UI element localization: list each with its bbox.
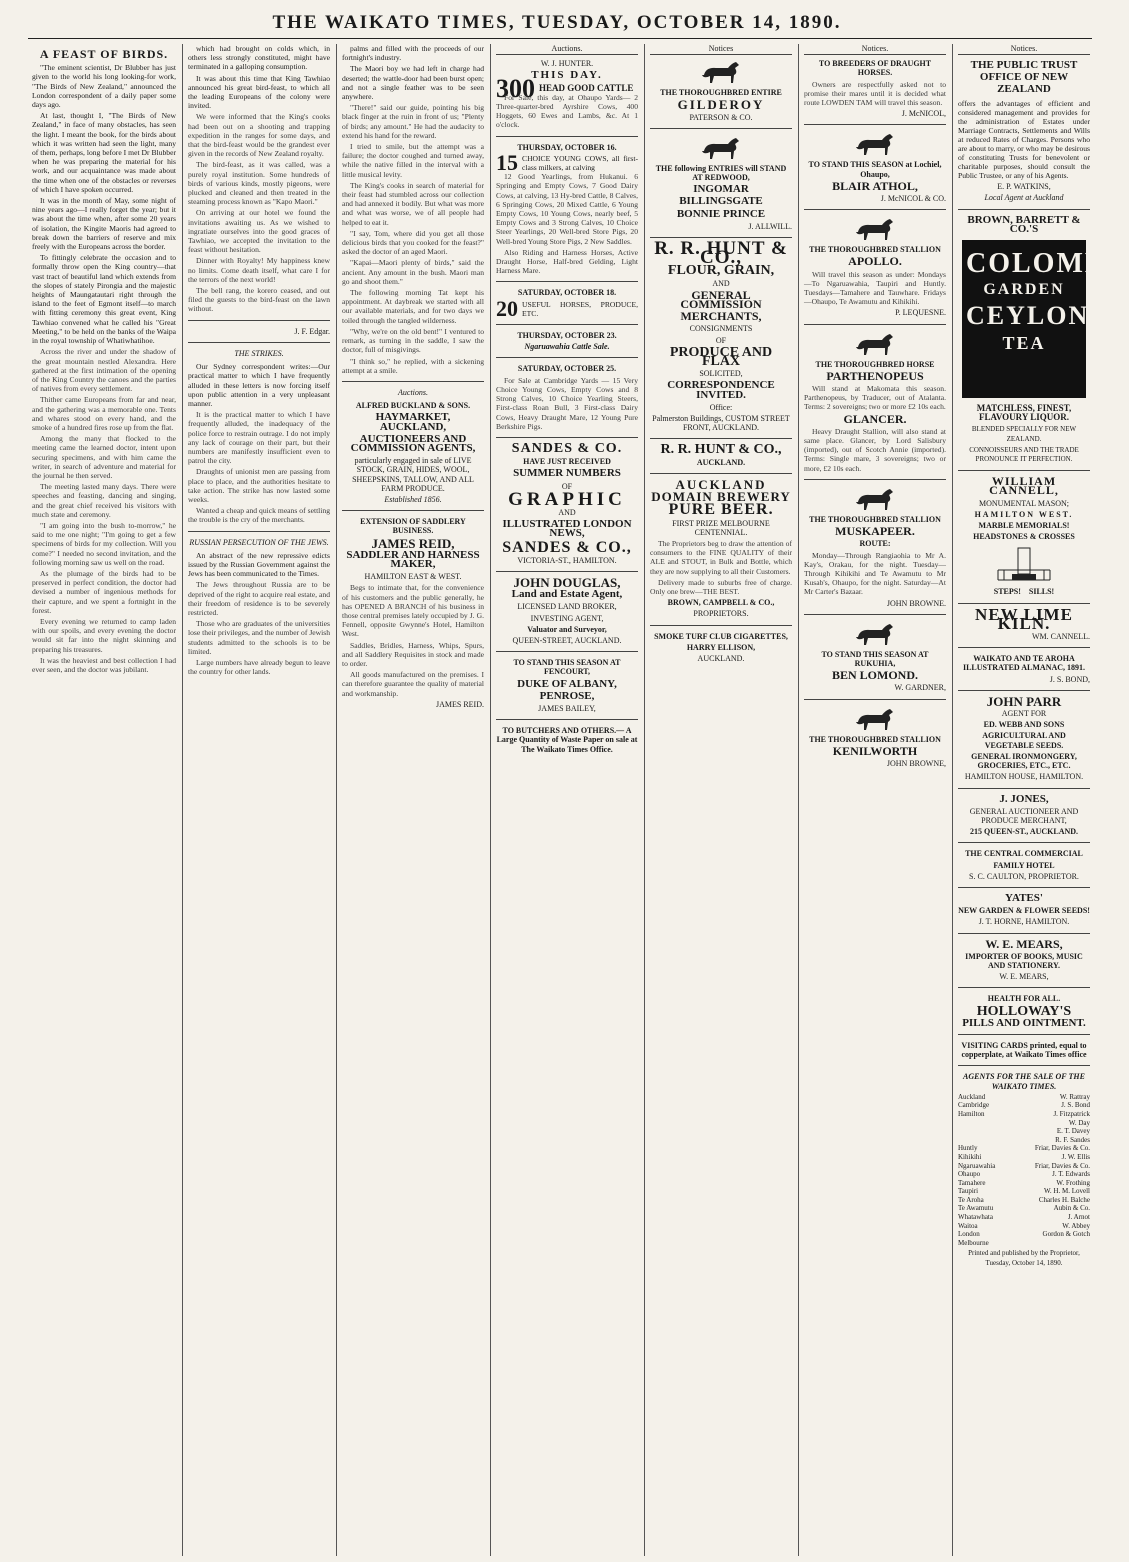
route-label: ROUTE: — [859, 539, 891, 549]
monument-icon — [994, 544, 1054, 584]
draught-breeders-heading: TO BREEDERS OF DRAUGHT HORSES. — [818, 59, 932, 78]
column-3 — [338, 44, 488, 1556]
lochiel-heading: TO STAND THIS SEASON at Lochiel, Ohaupo, — [808, 160, 942, 179]
separator — [958, 1065, 1090, 1066]
reid-title: SADDLER AND HARNESS MAKER, — [346, 548, 480, 570]
muskapeer: MUSKAPEER. — [835, 524, 915, 539]
masthead-rule — [28, 38, 1092, 39]
agent-name: J. T. Edwards — [1052, 1170, 1090, 1179]
hunter-name: W. J. HUNTER. — [540, 59, 594, 69]
agent-place: Tamahere — [958, 1178, 986, 1187]
consignments: CONSIGNMENTS — [689, 324, 753, 334]
agent-row — [958, 1213, 1090, 1222]
browne-signature-2: JOHN BROWNE, — [886, 758, 946, 768]
health-for-all: HEALTH FOR ALL. — [987, 994, 1061, 1004]
agent-place: Taupiri — [958, 1187, 979, 1196]
separator — [650, 128, 792, 129]
agent-row — [958, 1127, 1090, 1136]
separator — [804, 124, 946, 125]
agent-name: E. T. Davey — [1056, 1127, 1090, 1136]
auctions-column-heading: Auctions. — [496, 44, 638, 55]
turf-club-cigarettes: SMOKE TURF CLUB CIGARETTES, — [654, 631, 788, 641]
column-divider — [952, 44, 953, 1556]
agent-place: Te Awamutu — [958, 1204, 994, 1213]
horse-icon — [852, 706, 898, 732]
correspondence-invited: CORRESPONDENCE INVITED. — [667, 379, 775, 401]
office-address: Palmerston Buildings, CUSTOM STREET FRONT, AUCKLAND. — [652, 414, 790, 433]
strikes-intro: Our Sydney correspondent writes:—Our practical matter to which I have frequently alluded in these letters is now forcing itself upon public attention in a very unpleasant manner. — [188, 362, 330, 408]
yates-seeds: NEW GARDEN & FLOWER SEEDS! — [958, 906, 1090, 916]
visiting-cards: VISITING CARDS printed, equal to copperplate, at Waikato Times office — [961, 1040, 1087, 1060]
penrose: PENROSE, — [539, 689, 595, 702]
fencourt-heading: TO STAND THIS SEASON AT FENCOURT, — [513, 658, 621, 677]
separator — [958, 209, 1090, 210]
ellison-place: AUCKLAND. — [697, 653, 745, 663]
hunt-heading-2: R. R. HUNT & CO., — [660, 442, 782, 458]
buckland-title: AUCTIONEERS AND COMMISSION AGENTS, — [350, 432, 476, 454]
reid-heading: EXTENSION OF SADDLERY BUSINESS. — [360, 517, 466, 536]
yates-name: YATES' — [1005, 891, 1043, 904]
agent-place: Whatawhata — [958, 1213, 993, 1222]
gardner-signature: W. GARDNER, — [894, 683, 946, 693]
parthenopeus-heading: THE THOROUGHBRED HORSE — [815, 359, 935, 369]
gilderoy-heading: THE THOROUGHBRED ENTIRE — [660, 88, 782, 98]
draught-breeders-text: Owners are respectfully asked not to promise their mares until it is decided what route LOWDEN TAM will travel this season. — [804, 79, 946, 108]
sandes-firm: SANDES & CO., — [502, 538, 632, 556]
agent-place: Hamilton — [958, 1109, 985, 1118]
separator — [496, 136, 638, 137]
agent-row — [958, 1187, 1090, 1196]
consignments-of: OF — [715, 335, 727, 345]
hunt-general: GENERAL COMMISSION — [680, 287, 762, 312]
separator — [958, 887, 1090, 888]
feast-para-4: To fittingly celebrate the occasion and to formally throw open the King country—that vast tract of beautiful land which extends from the slopes of stately Pirongia and the majestic heights of Maungatautari right through the island to the feet of Egmont itself—to march with fitting ceremony this great event, King Tawhiao convened what he called his "Great Meeting," to be held on the banks of the Waipa in the royal township of Whatiwhatihoe. — [32, 253, 176, 346]
feast-of-birds-headline: A FEAST OF BIRDS. — [39, 47, 169, 61]
ceylon-label: CEYLON — [966, 301, 1090, 331]
pills-ointment: PILLS AND OINTMENT. — [962, 1016, 1086, 1029]
douglas-place: QUEEN-STREET, AUCKLAND. — [512, 635, 622, 645]
mears-signature: W. E. MEARS, — [999, 972, 1049, 982]
rukuhia-heading: TO STAND THIS SEASON AT RUKUHIA, — [821, 649, 929, 668]
young-cows-lot: 15 CHOICE YOUNG COWS, all first-class milkers, at calving — [496, 150, 638, 176]
separator — [496, 324, 638, 325]
separator — [650, 438, 792, 439]
bond-signature: J. S. BOND, — [1049, 674, 1090, 684]
auctions-heading: Auctions. — [398, 387, 428, 397]
connoisseurs-tagline: CONNOISSEURS AND THE TRADE PRONOUNCE IT PERFECTION. — [969, 445, 1079, 464]
pure-beer: PURE BEER. — [668, 501, 774, 519]
apollo: APOLLO. — [848, 254, 902, 269]
public-trust-body: offers the advantages of efficient and considered management and provides for the administration of Estates under Marriage Contracts, Settlements and Wills at reduced Rates of Charges. Persons who are about to marry, or who may be desirous of constituting Trusts for benevolent or charitable purposes, should consult the Public Trustee, or any of his Agents. — [958, 99, 1090, 181]
agent-row — [958, 1136, 1090, 1145]
feast-intro: "The eminent scientist, Dr Blubber has just given to the world his long looking-for work, "The Birds of New Zealand," announced the London correspondent of a daily paper some days ago. — [32, 63, 176, 110]
separator — [958, 933, 1090, 934]
horse-icon — [852, 486, 898, 512]
almanac-heading: WAIKATO AND TE AROHA ILLUSTRATED ALMANAC, 1891. — [962, 654, 1086, 673]
separator — [958, 470, 1090, 471]
separator — [496, 651, 638, 652]
agent-place: Ngaruawahia — [958, 1161, 996, 1170]
agent-row — [958, 1144, 1090, 1153]
john-parr: JOHN PARR — [986, 693, 1062, 709]
agent-row — [958, 1093, 1090, 1102]
gilderoy-signature: PATERSON & CO. — [689, 112, 753, 122]
agent-name: W. Rattray — [1059, 1092, 1090, 1101]
agent-row — [958, 1101, 1090, 1110]
mears-name: W. E. MEARS, — [985, 936, 1063, 951]
sandes-and: AND — [558, 507, 576, 517]
sandes-place: VICTORIA-ST., HAMILTON. — [517, 555, 617, 565]
douglas-title: Land and Estate Agent, — [511, 588, 623, 601]
column-1 — [28, 44, 180, 1556]
caulton-proprietor: S. C. CAULTON, PROPRIETOR. — [969, 871, 1079, 881]
agent-place: Te Aroha — [958, 1195, 984, 1204]
lequesne-signature: P. LEQUESNE. — [895, 308, 946, 318]
brown-campbell: BROWN, CAMPBELL & CO., — [667, 598, 775, 608]
buckland-firm: ALFRED BUCKLAND & SONS. — [355, 401, 471, 411]
brewery-text: The Proprietors beg to draw the attention of consumers to the FINE QUALITY of their ALE and STOUT, in Bulk and Bottle, which they are now supplying to all their Customers. Delivery made to suburbs free of charge. Only one brew—THE BEST. — [650, 538, 792, 596]
col2-body-text: We were informed that the King's cooks had been out on a shooting and trapping expedition in the ranges for some days, and that the bird-feast would be the grandest ever given in the records of New Zealand royalty. The bird-feast, as it was called, was a purely royal institution. Some hundreds of birds of various kinds, mostly pigeons, were plucked and cleaned and then treated in the steaming process known as "Kapo Maori." On arriving at our hotel we found the invitations awaiting us. As we wished to ingratiate ourselves into the good graces of Tawhiao, we accepted the invitation to the feast without hesitation. Dinner with Royalty! My happiness knew no limits. Come death itself, what care I for the terrors of the next world! The bell rang, the korero ceased, and out filed the guests to the bird-feast on the lawn without. — [188, 112, 330, 314]
separator — [496, 281, 638, 282]
domain-brewery: DOMAIN BREWERY — [651, 489, 791, 505]
notices-heading: Notices. — [958, 44, 1090, 55]
gilderoy: GILDEROY — [677, 97, 765, 113]
col3-para-2: The Maori boy we had left in charge had deserted; the wattle-door had been burst open; and not a single feather was to be seen anywhere. — [342, 64, 484, 102]
separator — [958, 603, 1090, 604]
hunt-flour: FLOUR, GRAIN, — [667, 263, 775, 279]
marble-memorials: MARBLE MEMORIALS! — [978, 521, 1070, 531]
agent-place: Huntly — [958, 1144, 978, 1153]
column-divider — [644, 44, 645, 1556]
separator — [804, 479, 946, 480]
parthenopeus: PARTHENOPEUS — [826, 368, 924, 383]
agent-row — [958, 1204, 1090, 1213]
agent-row — [958, 1153, 1090, 1162]
horse-icon — [852, 216, 898, 242]
column-2 — [184, 44, 334, 1556]
jones-address: 215 QUEEN-ST., AUCKLAND. — [969, 827, 1079, 837]
column-divider — [490, 44, 491, 1556]
cattle-label: HEAD GOOD CATTLE — [539, 82, 634, 93]
separator — [804, 324, 946, 325]
sandes-heading: SANDES & CO. — [511, 440, 623, 456]
separator — [496, 571, 638, 572]
douglas-name: JOHN DOUGLAS, — [513, 574, 621, 590]
horse-icon — [852, 131, 898, 157]
garden-label: GARDEN — [983, 281, 1065, 299]
buckland-established: Established 1856. — [384, 494, 442, 504]
watkins-name: E. P. WATKINS, — [997, 182, 1051, 192]
blended-tagline: BLENDED SPECIALLY FOR NEW ZEALAND. — [971, 425, 1077, 443]
feast-para-3: It was in the month of May, some night of nine years ago—I really forget the year; but it was about the time when, after some 20 years of isolation, the Kingite Maoris had agreed to break down the barriers of reserve and mix freely with the Europeans across the border. — [32, 196, 176, 252]
allwill-signature: J. ALLWILL. — [748, 221, 792, 231]
column-7 — [954, 44, 1129, 1556]
douglas-broker: LICENSED LAND BROKER, — [517, 602, 617, 612]
hunt-merchants: MERCHANTS, — [680, 309, 762, 324]
thursday-lots-text: 12 Good Yearlings, from Hukanui. 6 Springing and Empty Cows, 7 Good Dairy Cows, at calving, 13 Hy-bred Cattle, 8 Calves, 6 Springing Cows, 20 Mixed Cattle, 6 Young Empty Cows, 10 Young Cows, nearly beef, 5 Empty Cows and 3 Strong Calves, 10 Choice Steer Yearlings, 20 Well-bred Store Pigs, 20 Well-bred Young Store Pigs, 2 New Saddles. Also Riding and Harness Horses, Active Draught Horse, Half-bred Gelding, Light Harness Mare. — [496, 172, 638, 276]
saturday-25-text: For Sale at Cambridge Yards — 15 Very Choice Young Cows, Empty Cows and 8 Strong Calves, 10 Choice Yearling Steers, First-class Roan Bull, 3 First-class Dairy Cows, Heavy Draught Mare, 12 Young Pure Berkshire Pigs. — [496, 375, 638, 431]
thursday-date: THURSDAY, OCTOBER 16. — [517, 142, 617, 152]
separator — [496, 357, 638, 358]
webb-sons: ED. WEBB AND SONS — [983, 720, 1065, 730]
jones-role: GENERAL AUCTIONEER AND PRODUCE MERCHANT, — [969, 806, 1079, 825]
horses-count: 20 — [496, 296, 518, 322]
feast-para-2: At last, thought I, "The Birds of New Zealand," in face of many obstacles, has seen the light. I meant the book, for the birds about which it was written had seen the light, many of them, perhaps, long before I met Dr Blubber when he was preparing the material for his work, and our acquaintance was made about the time when one of the obstacles or reverses of which I have spoken occurred. — [32, 111, 176, 194]
central-commercial: THE CENTRAL COMMERCIAL — [965, 849, 1083, 859]
agent-place: Kihikihi — [958, 1152, 982, 1161]
notices-heading: Notices. — [804, 44, 946, 55]
colombo-label: COLOMBO — [966, 248, 1129, 280]
agent-name: J. Fitzpatrick — [1053, 1109, 1090, 1118]
masthead-title: THE WAIKATO TIMES, TUESDAY, OCTOBER 14, 1890. — [272, 12, 842, 33]
horse-icon — [852, 621, 898, 647]
duke-of-albany: DUKE OF ALBANY, — [517, 677, 617, 690]
col3-para-1: palms and filled with the proceeds of our fortnight's industry. — [342, 44, 484, 63]
agent-row — [958, 1239, 1090, 1248]
cannell-signature: WM. CANNELL. — [1032, 632, 1090, 642]
ingomar: INGOMAR — [693, 183, 749, 196]
auckland-label: AUCKLAND — [675, 476, 767, 492]
illustrated-title: ILLUSTRATED LONDON NEWS, — [502, 518, 632, 540]
agricultural-seeds: AGRICULTURAL AND VEGETABLE SEEDS. — [982, 731, 1066, 750]
agent-name: Charles H. Balche — [1038, 1195, 1090, 1204]
col2-para-1: which had brought on colds which, in others less strongly constituted, might have terminated in a galloping consumption. — [188, 44, 330, 72]
colombo-tea-banner — [962, 240, 1129, 398]
public-trust-heading: THE PUBLIC TRUST OFFICE OF NEW ZEALAND — [970, 59, 1078, 96]
reid-signature: JAMES REID. — [435, 699, 484, 709]
hamilton-house: HAMILTON HOUSE, HAMILTON. — [964, 772, 1084, 782]
separator — [958, 1034, 1090, 1035]
mears-role: IMPORTER OF BOOKS, MUSIC AND STATIONERY. — [965, 951, 1083, 970]
brown-barrett: BROWN, BARRETT & CO.'S — [967, 213, 1081, 235]
sandes-have: HAVE JUST RECEIVED — [523, 457, 611, 467]
hamilton-west: HAMILTON WEST. — [974, 509, 1074, 519]
horne-signature: J. T. HORNE, HAMILTON. — [978, 917, 1070, 927]
strikes-headline: THE STRIKES. — [234, 348, 284, 358]
tea-label: TEA — [1002, 333, 1046, 354]
horse-icon — [852, 331, 898, 357]
agent-place: London — [958, 1230, 980, 1239]
kenilworth: KENILWORTH — [832, 743, 918, 758]
browne-signature: JOHN BROWNE. — [886, 598, 946, 608]
agent-name: W. Day — [1068, 1118, 1090, 1127]
waste-paper-notice: TO BUTCHERS AND OTHERS.— A Large Quantity of Waste Paper on sale at The Waikato Times Office. — [496, 726, 638, 754]
agent-name: R. F. Sandes — [1055, 1135, 1090, 1144]
column-divider — [182, 44, 183, 1556]
sandes-summer: SUMMER NUMBERS — [513, 467, 621, 480]
agent-name: J. S. Bond — [1061, 1101, 1090, 1110]
agent-place: Cambridge — [958, 1101, 990, 1110]
sandes-of: OF — [561, 481, 573, 491]
column-6 — [800, 44, 950, 1556]
column-divider — [336, 44, 337, 1556]
cattle-sale-text: For Sale, this day, at Ohaupo Yards— 2 Three-quarter-bred Ayrshire Cows, 400 Hoggets, 60 Ewes and Lambs, &c. At 1 o'clock. — [496, 92, 638, 130]
proprietors: PROPRIETORS. — [693, 609, 749, 619]
buckland-place: HAYMARKET, AUCKLAND, — [375, 411, 451, 433]
separator — [188, 342, 330, 343]
separator — [804, 614, 946, 615]
edgar-signature: J. F. Edgar. — [294, 326, 330, 336]
column-divider — [798, 44, 799, 1556]
agent-name: W. Abbey — [1062, 1221, 1090, 1230]
agent-name: J. W. Ellis — [1061, 1152, 1090, 1161]
agents-list — [958, 1093, 1090, 1248]
russia-body-text: The Jews throughout Russia are to be deprived of the right to acquire real estate, and their freedom of residence is to be severely restricted. Those who are graduates of the universities lose their privileges, and the number of Jewish students admitted to the schools is to be limited. Large numbers have already begun to leave the country for other lands. — [188, 580, 330, 677]
ben-lomond: BEN LOMOND. — [831, 668, 918, 683]
graphic-title: GRAPHIC — [508, 488, 626, 510]
russia-intro: An abstract of the new repressive edicts issued by the Russian Government against the Jews has been communicated to the Times. — [188, 550, 330, 579]
headstones-crosses: HEADSTONES & CROSSES — [973, 532, 1075, 542]
notices-heading: Notices — [650, 44, 792, 55]
new-lime-kiln: NEW LIME KILN. — [975, 604, 1073, 633]
parr-agent-for: AGENT FOR — [1001, 709, 1047, 719]
horse-icon — [698, 59, 744, 85]
agent-row — [958, 1170, 1090, 1179]
matchless-tagline: MATCHLESS, FINEST, FLAVOURY LIQUOR. — [976, 403, 1072, 423]
apollo-heading: THE THOROUGHBRED STALLION — [809, 245, 941, 255]
feast-body-text: Across the river and under the shadow of the great mountain nestled Alexandra. Here gathered at the first intimation of the opening of the King Country the canoes and the parties of natives from every settlement. Thither came Europeans from far and near, and the gathering was a memorable one. Tents and whares stood on every hand, and the smoke of a hundred fires rose up from the flat. Among the many that flocked to the meeting came the learned doctor, intent upon securing specimens, and with him came the writer, in search of adventure and material for the journal he then served. The meeting lasted many days. There were speeches and feasting, dancing and singing, and the great chief received his visitors with much state and ceremony. "I am going into the bush to-morrow," he said to me one night; "I'm going to get a few specimens of birds for my collection. Will you come?" I needed no second invitation, and the following morning saw us well on the road. As the plumage of the birds had to be preserved in perfect condition, the doctor had devised a number of ingenious methods for their capture, and we spent a fortnight in the forest. Every evening we returned to camp laden with our spoils, and every evening the doctor would sit far into the night skinning and preparing his treasures. It was the heaviest and best collection I had ever seen, and the doctor was jubilant. — [32, 347, 176, 674]
useful-horses-lot: 20 USEFUL HORSES, PRODUCE, ETC. — [496, 296, 638, 322]
buckland-body: particularly engaged in sale of LIVE STOCK, GRAIN, HIDES, WOOL, SHEEPSKINS, TALLOW, AND ALL FARM PRODUCE. — [352, 456, 474, 493]
agent-row — [958, 1119, 1090, 1128]
col2-para-2: It was about this time that King Tawhiao announced his great bird-feast, to which all the leading Europeans of the colony were invited. — [188, 73, 330, 111]
jones-name: J. JONES, — [999, 792, 1049, 805]
general-ironmongery: GENERAL IRONMONGERY, GROCERIES, ETC., ETC. — [971, 751, 1077, 771]
produce-and-flax: PRODUCE AND FLAX — [669, 344, 773, 370]
masthead — [0, 0, 1114, 40]
horse-icon — [698, 135, 744, 161]
col3-body-text: "There!" said our guide, pointing his big black finger at the ruin in front of us; "Plenty of birds; any amount." He had the audacity to extend his hand for the reward. I tried to smile, but the attempt was a failure; the doctor coughed and turned away, while the native filled in the interval with a little musical levity. The King's cooks in search of material for their feast had stumbled across our collection and had annexed it bodily. But what was more and what was worse, we of all people had helped to eat it. "I say, Tom, where did you get all those delicious birds that you cooked for the feast?" asked the doctor of an aged Maori. "Kapai—Maori plenty of birds," said the ancient. Any amount in the bush. Maori man go and shoot them." The following morning Tat kept his appointment. At daybreak we started with all our available materials, and for two days we toiled through the tangled wilderness. "Why, we're on the old bent!" I ventured to remark, as turning in the saddle, I saw the doctor, full of misgivings. "I think so," he replied, with a sickening attempt at a smile. — [342, 103, 484, 375]
muskapeer-heading: THE THOROUGHBRED STALLION — [809, 514, 941, 524]
blair-athol: BLAIR ATHOL, — [832, 178, 918, 193]
agents-heading: AGENTS FOR THE SALE OF THE WAIKATO TIMES. — [963, 1072, 1085, 1091]
hunt-heading: R. R. HUNT & CO., — [654, 238, 788, 269]
mcnicol-signature: J. McNICOL, — [901, 109, 946, 119]
steps-label: STEPS! — [993, 587, 1021, 597]
separator — [188, 320, 330, 321]
reid-body-text: Begs to intimate that, for the convenience of his customers and the public generally, he has OPENED A BRANCH of his business in those central premises lately occupied by J. G. Fennell, opposite Gwynne's Hotel, Hamilton West. Saddles, Bridles, Harness, Whips, Spurs, and all Saddlery Requisites in stock and made to order. All goods manufactured on the premises. I can therefore guarantee the quality of material and workmanship. — [342, 583, 484, 698]
agent-name: W. H. M. Lovell — [1043, 1187, 1090, 1196]
separator — [958, 987, 1090, 988]
separator — [804, 209, 946, 210]
agent-name: Gordon & Gotch — [1042, 1230, 1090, 1239]
agent-name: W. Frothing — [1056, 1178, 1090, 1187]
column-5 — [646, 44, 796, 1556]
entries-heading: THE following ENTRIES will STAND AT REDWOOD, — [655, 163, 787, 183]
separator — [496, 437, 638, 438]
kenilworth-heading: THE THOROUGHBRED STALLION — [809, 734, 941, 744]
agent-name: Friar, Davies & Co. — [1034, 1161, 1090, 1170]
separator — [958, 842, 1090, 843]
agent-row — [958, 1196, 1090, 1205]
agent-place: Ohaupo — [958, 1170, 981, 1179]
cattle-count: 300 — [496, 73, 535, 103]
glancer: GLANCER. — [843, 411, 907, 426]
ngaruawahia-sale: Ngaruawahia Cattle Sale. — [524, 342, 610, 352]
separator — [650, 473, 792, 474]
parthenopeus-text: Will stand at Makomata this season. Parthenopeus, by Traducer, out of Atalanta. Terms: 2 sovereigns; two or more £2 10s each. — [804, 384, 946, 412]
separator — [342, 381, 484, 382]
glancer-text: Heavy Draught Stallion, will also stand at same place. Glancer, by Lord Salisbury (imported), out of Scotch Annie (imported). Terms: Single mare, 3 sovereigns; two or more, £2 10s each. — [804, 426, 946, 473]
ellison-name: HARRY ELLISON, — [686, 642, 756, 652]
separator — [496, 719, 638, 720]
agent-name: Aubin & Co. — [1053, 1204, 1090, 1213]
agent-row — [958, 1179, 1090, 1188]
first-prize: FIRST PRIZE MELBOURNE CENTENNIAL. — [672, 518, 770, 537]
agent-row — [958, 1222, 1090, 1231]
billingsgate: BILLINGSGATE — [679, 195, 763, 208]
mcnicol-co-signature: J. McNICOL & CO. — [880, 194, 946, 204]
separator — [958, 690, 1090, 691]
office-label: Office: — [709, 402, 733, 412]
separator — [650, 625, 792, 626]
agent-place: Melbourne — [958, 1238, 989, 1247]
douglas-investing: INVESTING AGENT, — [530, 613, 604, 623]
reid-name: JAMES REID, — [371, 535, 455, 551]
separator — [958, 788, 1090, 789]
reid-place: HAMILTON EAST & WEST. — [364, 572, 462, 582]
agent-place: Auckland — [958, 1092, 986, 1101]
cannell-name: WILLIAM CANNELL, — [989, 474, 1059, 498]
agent-row — [958, 1110, 1090, 1119]
route-text: Monday—Through Rangiaohia to Mr A. Kay's, Orakau, for the night. Tuesday—Through Kihikihi and Te Awamutu to Mr Kusab's, Ohaupo, for the night. Saturday—At Mr Carter's Bazaar. — [804, 550, 946, 597]
bailey-signature: JAMES BAILEY, — [538, 703, 596, 713]
holloways: HOLLOWAY'S — [976, 1003, 1072, 1019]
strikes-body-text: It is the practical matter to which I have frequently alluded, the inadequacy of the police force to restrain outrage. I do not imply any lack of courage on their part, but their numbers are manifestly insufficient even to patrol the city. Draughts of unionist men are passing from place to place, and the authorities hesitate to take action. The strike has now lasted some weeks. Wanted a cheap and quick means of settling the trouble is the cry of the merchants. — [188, 410, 330, 525]
separator — [188, 531, 330, 532]
family-hotel: FAMILY HOTEL — [993, 860, 1055, 870]
separator — [958, 647, 1090, 648]
agent-name: J. Arnot — [1067, 1213, 1090, 1222]
lot-count: 15 — [496, 150, 518, 176]
monumental-mason: MONUMENTAL MASON; — [979, 498, 1069, 508]
separator — [804, 699, 946, 700]
printed-notice: Printed and published by the Proprietor, Tuesday, October 14, 1890. — [968, 1249, 1080, 1267]
agent-place: Waitoa — [958, 1221, 978, 1230]
hunt-place-2: AUCKLAND. — [696, 457, 746, 467]
hunt-and: AND — [712, 278, 730, 288]
agent-row — [958, 1230, 1090, 1239]
watkins-role: Local Agent at Auckland — [984, 193, 1064, 203]
saturday-25-date: SATURDAY, OCTOBER 25. — [517, 364, 617, 374]
separator — [342, 510, 484, 511]
russia-headline: RUSSIAN PERSECUTION OF THE JEWS. — [189, 537, 329, 547]
agent-name: Friar, Davies & Co. — [1034, 1144, 1090, 1153]
agent-row — [958, 1162, 1090, 1171]
this-day: THIS DAY. — [531, 69, 603, 82]
thursday-23-date: THURSDAY, OCTOBER 23. — [517, 331, 617, 341]
saturday-date: SATURDAY, OCTOBER 18. — [517, 288, 617, 298]
apollo-text: Will travel this season as under: Mondays—To Ngaruawahia, Taupiri and Huntly. Tuesdays—Tamahere and Tauwhare. Fridays—Ohaupo, Te Awamutu and Kihikihi. — [804, 269, 946, 307]
column-4 — [492, 44, 642, 1556]
solicited: SOLICITED, — [699, 369, 743, 379]
bonnie-prince: BONNIE PRINCE — [676, 207, 766, 220]
sills-label: SILLS! — [1028, 587, 1055, 597]
douglas-valuator: Valuator and Surveyor, — [527, 624, 607, 634]
